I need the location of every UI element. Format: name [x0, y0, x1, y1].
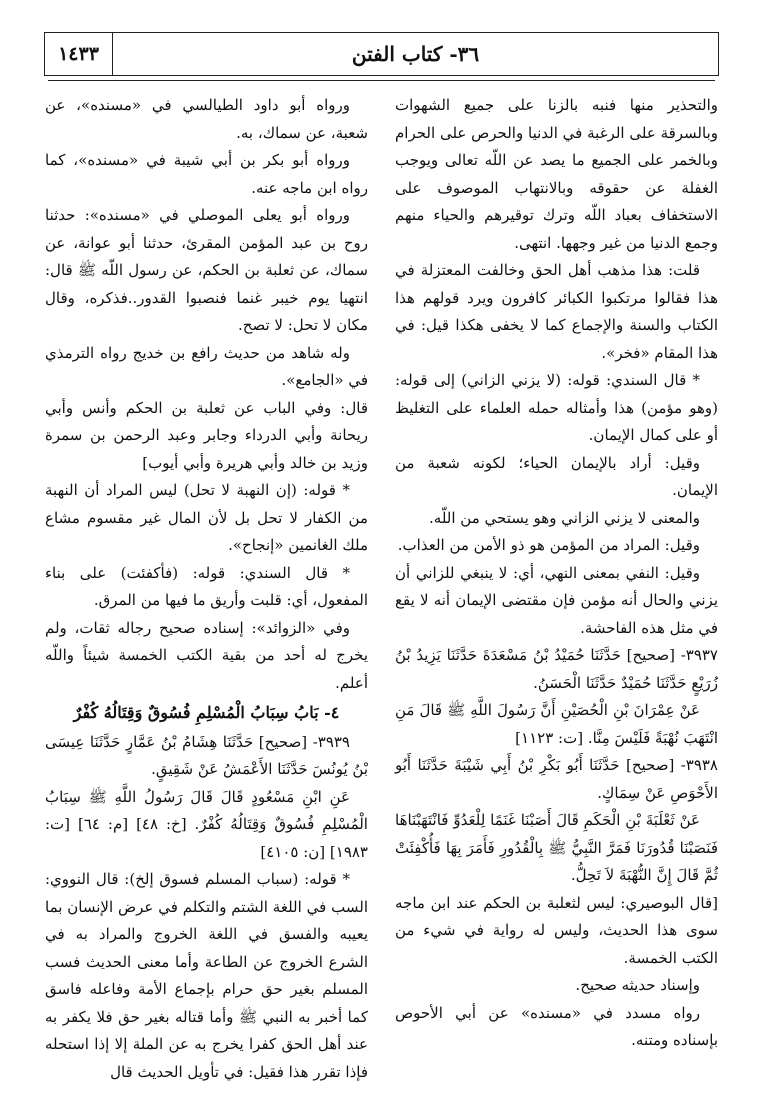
- paragraph: وقيل: المراد من المؤمن هو ذو الأمن من العذاب.: [397, 536, 700, 554]
- paragraph: وقيل: أراد بالإيمان الحياء؛ لكونه شعبة من الإيمان.: [395, 453, 718, 499]
- hadith-text: عَنْ ثَعْلَبَةَ بْنِ الْحَكَمِ قَالَ أَصَبْنَا غَنَمًا لِلْعَدُوِّ فَانْتَهَبْنَاهَا فَنَصَبْنَا قُدُورَنَا فَمَرَّ النَّبِيُّ ﷺ بِالْقُدُورِ فَأَمَرَ بِهَا فَأُكْفِئَتْ ثُمَّ قَالَ إِنَّ النُّهْبَةَ لاَ تَحِلُّ.: [395, 811, 718, 884]
- paragraph: قال: وفي الباب عن ثعلبة بن الحكم وأنس وأبي ريحانة وأبي الدرداء وجابر وعبد الرحمن بن سمرة وزيد بن خالد وأبي هريرة وأبي أيوب]: [45, 398, 368, 472]
- paragraph: وله شاهد من حديث رافع بن خديج رواه الترمذي في «الجامع».: [45, 343, 368, 389]
- page-header: [44, 32, 719, 76]
- paragraph: ورواه أبو يعلى الموصلي في «مسنده»: حدثنا روح بن عبد المؤمن المقرئ، حدثنا أبو عوانة، عن سماك، عن ثعلبة بن الحكم، عن رسول اللّه ﷺ قال: انتهيا يوم خيبر غنما فنصبوا القدور..فذكره، وقال مكان لا تحل: لا تصح.: [45, 206, 368, 334]
- paragraph: والمعنى لا يزني الزاني وهو يستحي من اللّه.: [429, 508, 700, 527]
- paragraph: قلت: هذا مذهب أهل الحق وخالفت المعتزلة في هذا فقالوا مرتكبوا الكبائر كافرون ويرد قولهم هذا الكتاب والسنة والإجماع كما لا يخفى هكذا قيل: في هذا المقام «فخر».: [395, 261, 718, 362]
- paragraph: ورواه أبو داود الطيالسي في «مسنده»، عن شعبة، عن سماك، به.: [45, 96, 368, 142]
- paragraph: ورواه أبو بكر بن أبي شيبة في «مسنده»، كما رواه ابن ماجه عنه.: [45, 151, 368, 197]
- paragraph: * قال السندي: قوله: (فأكفئت) على بناء المفعول، أي: قلبت وأريق ما فيها من المرق.: [45, 563, 368, 609]
- paragraph: * قوله: (سباب المسلم فسوق إلخ): قال النووي: السب في اللغة الشتم والتكلم في عرض الإنسان بما يعيبه والفسق في اللغة الخروج والمراد به في الشرع الخروج عن الطاعة وأما معنى الحديث فسب المسلم بغير حق حرام بإجماع الأمة وفاعله فاسق كما أخبر به النبي ﷺ وأما قتاله بغير حق فلا يكفر به عند أهل الحق كفرا يخرج به عن الملة إلا إذا استحله فإذا تقرر هذا فقيل: في تأويل الحديث قال: [45, 870, 368, 1081]
- running-title: ٣٦- كتاب الفتن: [351, 42, 480, 66]
- paragraph: * قال السندي: قوله: (لا يزني الزاني) إلى قوله: (وهو مؤمن) هذا وأمثاله حمله العلماء على التغليظ أو على كمال الإيمان.: [395, 371, 718, 444]
- paragraph: * قوله: (إن النهبة لا تحل) ليس المراد أن النهبة من الكفار لا تحل بل لأن المال غير مقسوم مشاع ملك الغانمين «إنجاح».: [45, 481, 368, 554]
- hadith-chain: ٣٩٣٧- [صحيح] حَدَّثَنَا حُمَيْدُ بْنُ مَسْعَدَةَ حَدَّثَنَا يَزِيدُ بْنُ زُرَيْعٍ حَدَّثَنَا حُمَيْدٌ حَدَّثَنَا الْحَسَنُ.: [395, 646, 718, 692]
- hadith-text: عَنِ ابْنِ مَسْعُودٍ قَالَ قَالَ رَسُولُ اللَّهِ ﷺ سِبَابُ الْمُسْلِمِ فُسُوقٌ وَقِتَالُهُ كُفْرٌ. [خ: ٤٨] [م: ٦٤] [ت: ١٩٨٣] [ن: ٤١٠٥]: [45, 787, 368, 861]
- paragraph: والتحذير منها فنبه بالزنا على جميع الشهوات وبالسرقة على الرغبة في الدنيا والحرص على الحرام وبالخمر على الجميع ما يصد عن اللّه تعالى ويوجب الغفلة عن حقوقه وبالانتهاب الموصوف على الاستخفاف بعباد اللّه وترك توقيرهم والحياء منهم وجمع الدنيا من غير وجهها. انتهى.: [395, 96, 718, 252]
- left-column: [45, 92, 368, 1086]
- paragraph: رواه مسدد في «مسنده» عن أبي الأحوص بإسناده ومتنه.: [395, 1003, 718, 1049]
- page-number: ١٤٣٣: [45, 33, 113, 75]
- right-column: [395, 92, 718, 1055]
- hadith-chain: ٣٩٣٨- [صحيح] حَدَّثَنَا أَبُو بَكْرِ بْنُ أَبِي شَيْبَةَ حَدَّثَنَا أَبُو الأَحْوَصِ عَنْ سِمَاكٍ.: [395, 756, 718, 802]
- paragraph: وإسناد حديثه صحيح.: [575, 976, 700, 994]
- paragraph: وقيل: النفي بمعنى النهي، أي: لا ينبغي للزاني أن يزني والحال أنه مؤمن فإن مقتضى الإيمان أنه لا يقع في مثل هذه الفاحشة.: [395, 563, 718, 637]
- hadith-text: عَنْ عِمْرَانَ بْنِ الْحُصَيْنِ أَنَّ رَسُولَ اللَّهِ ﷺ قَالَ مَنِ انْتَهَبَ نُهْبَةً فَلَيْسَ مِنَّا. [ت: ١١٢٣]: [395, 701, 718, 747]
- paragraph: [قال البوصيري: ليس لثعلبة بن الحكم عند ابن ماجه سوى هذا الحديث، وليس له رواية في شيء من الكتب الخمسة.: [395, 893, 718, 967]
- chapter-heading: ٤- بَابُ سِبَابُ الْمُسْلِمِ فُسُوقٌ وَقِتَالُهُ كُفْرٌ: [73, 703, 340, 722]
- hadith-chain: ٣٩٣٩- [صحيح] حَدَّثَنَا هِشَامُ بْنُ عَمَّارٍ حَدَّثَنَا عِيسَى بْنُ يُونُسَ حَدَّثَنَا الأَعْمَشُ عَنْ شَقِيقٍ.: [45, 732, 368, 778]
- paragraph: وفي «الزوائد»: إسناده صحيح رجاله ثقات، ولم يخرج له أحد من بقية الكتب الخمسة شيئاً واللّه أعلم.: [45, 618, 368, 692]
